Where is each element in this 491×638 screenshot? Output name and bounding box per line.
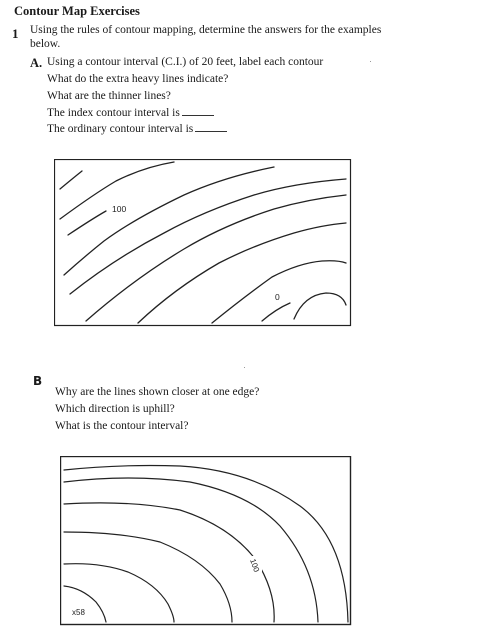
page-title: Contour Map Exercises [14,4,140,18]
contour-line [64,478,318,622]
part-b-letter: B [33,374,43,388]
part-a-question-2: What do the extra heavy lines indicate? [47,73,229,85]
contour-line [64,466,348,623]
part-b-question-3: What is the contour interval? [55,420,189,432]
contour-line [68,211,106,235]
contour-line [64,532,232,622]
contour-line [138,223,346,323]
spot-elevation-label: x58 [72,608,85,617]
exercise-intro-line-2: below. [30,38,61,50]
contour-label-0: 0 [275,292,280,302]
part-a-question-1: Using a contour interval (C.I.) of 20 feet, label each contour [47,56,324,68]
exercise-intro-line-1: Using the rules of contour mapping, determine the answers for the examples [30,24,382,36]
contour-label-100: 100 [112,204,127,214]
map-b-frame [61,457,351,625]
scan-speck [244,367,245,368]
contour-line [294,293,346,319]
part-a-question-5 [47,122,227,135]
contour-line [262,303,290,321]
contour-line [64,586,106,622]
part-a-letter: A. [30,56,43,70]
scan-speck [370,61,371,62]
contour-map-b [60,456,352,626]
contour-line [64,503,274,622]
index-interval-prompt: The index contour interval is [47,107,180,119]
contour-map-a [54,159,352,327]
part-a-question-4 [47,106,214,119]
answer-blank [195,122,227,132]
exercise-number: 1 [12,26,19,41]
part-b-question-2: Which direction is uphill? [55,403,175,415]
part-b-question-1: Why are the lines shown closer at one edge? [55,386,260,398]
contour-line [60,171,82,189]
contour-label-100: 100 [248,557,262,574]
part-a-question-3: What are the thinner lines? [47,90,171,102]
answer-blank [182,106,214,116]
ordinary-interval-prompt: The ordinary contour interval is [47,123,194,135]
